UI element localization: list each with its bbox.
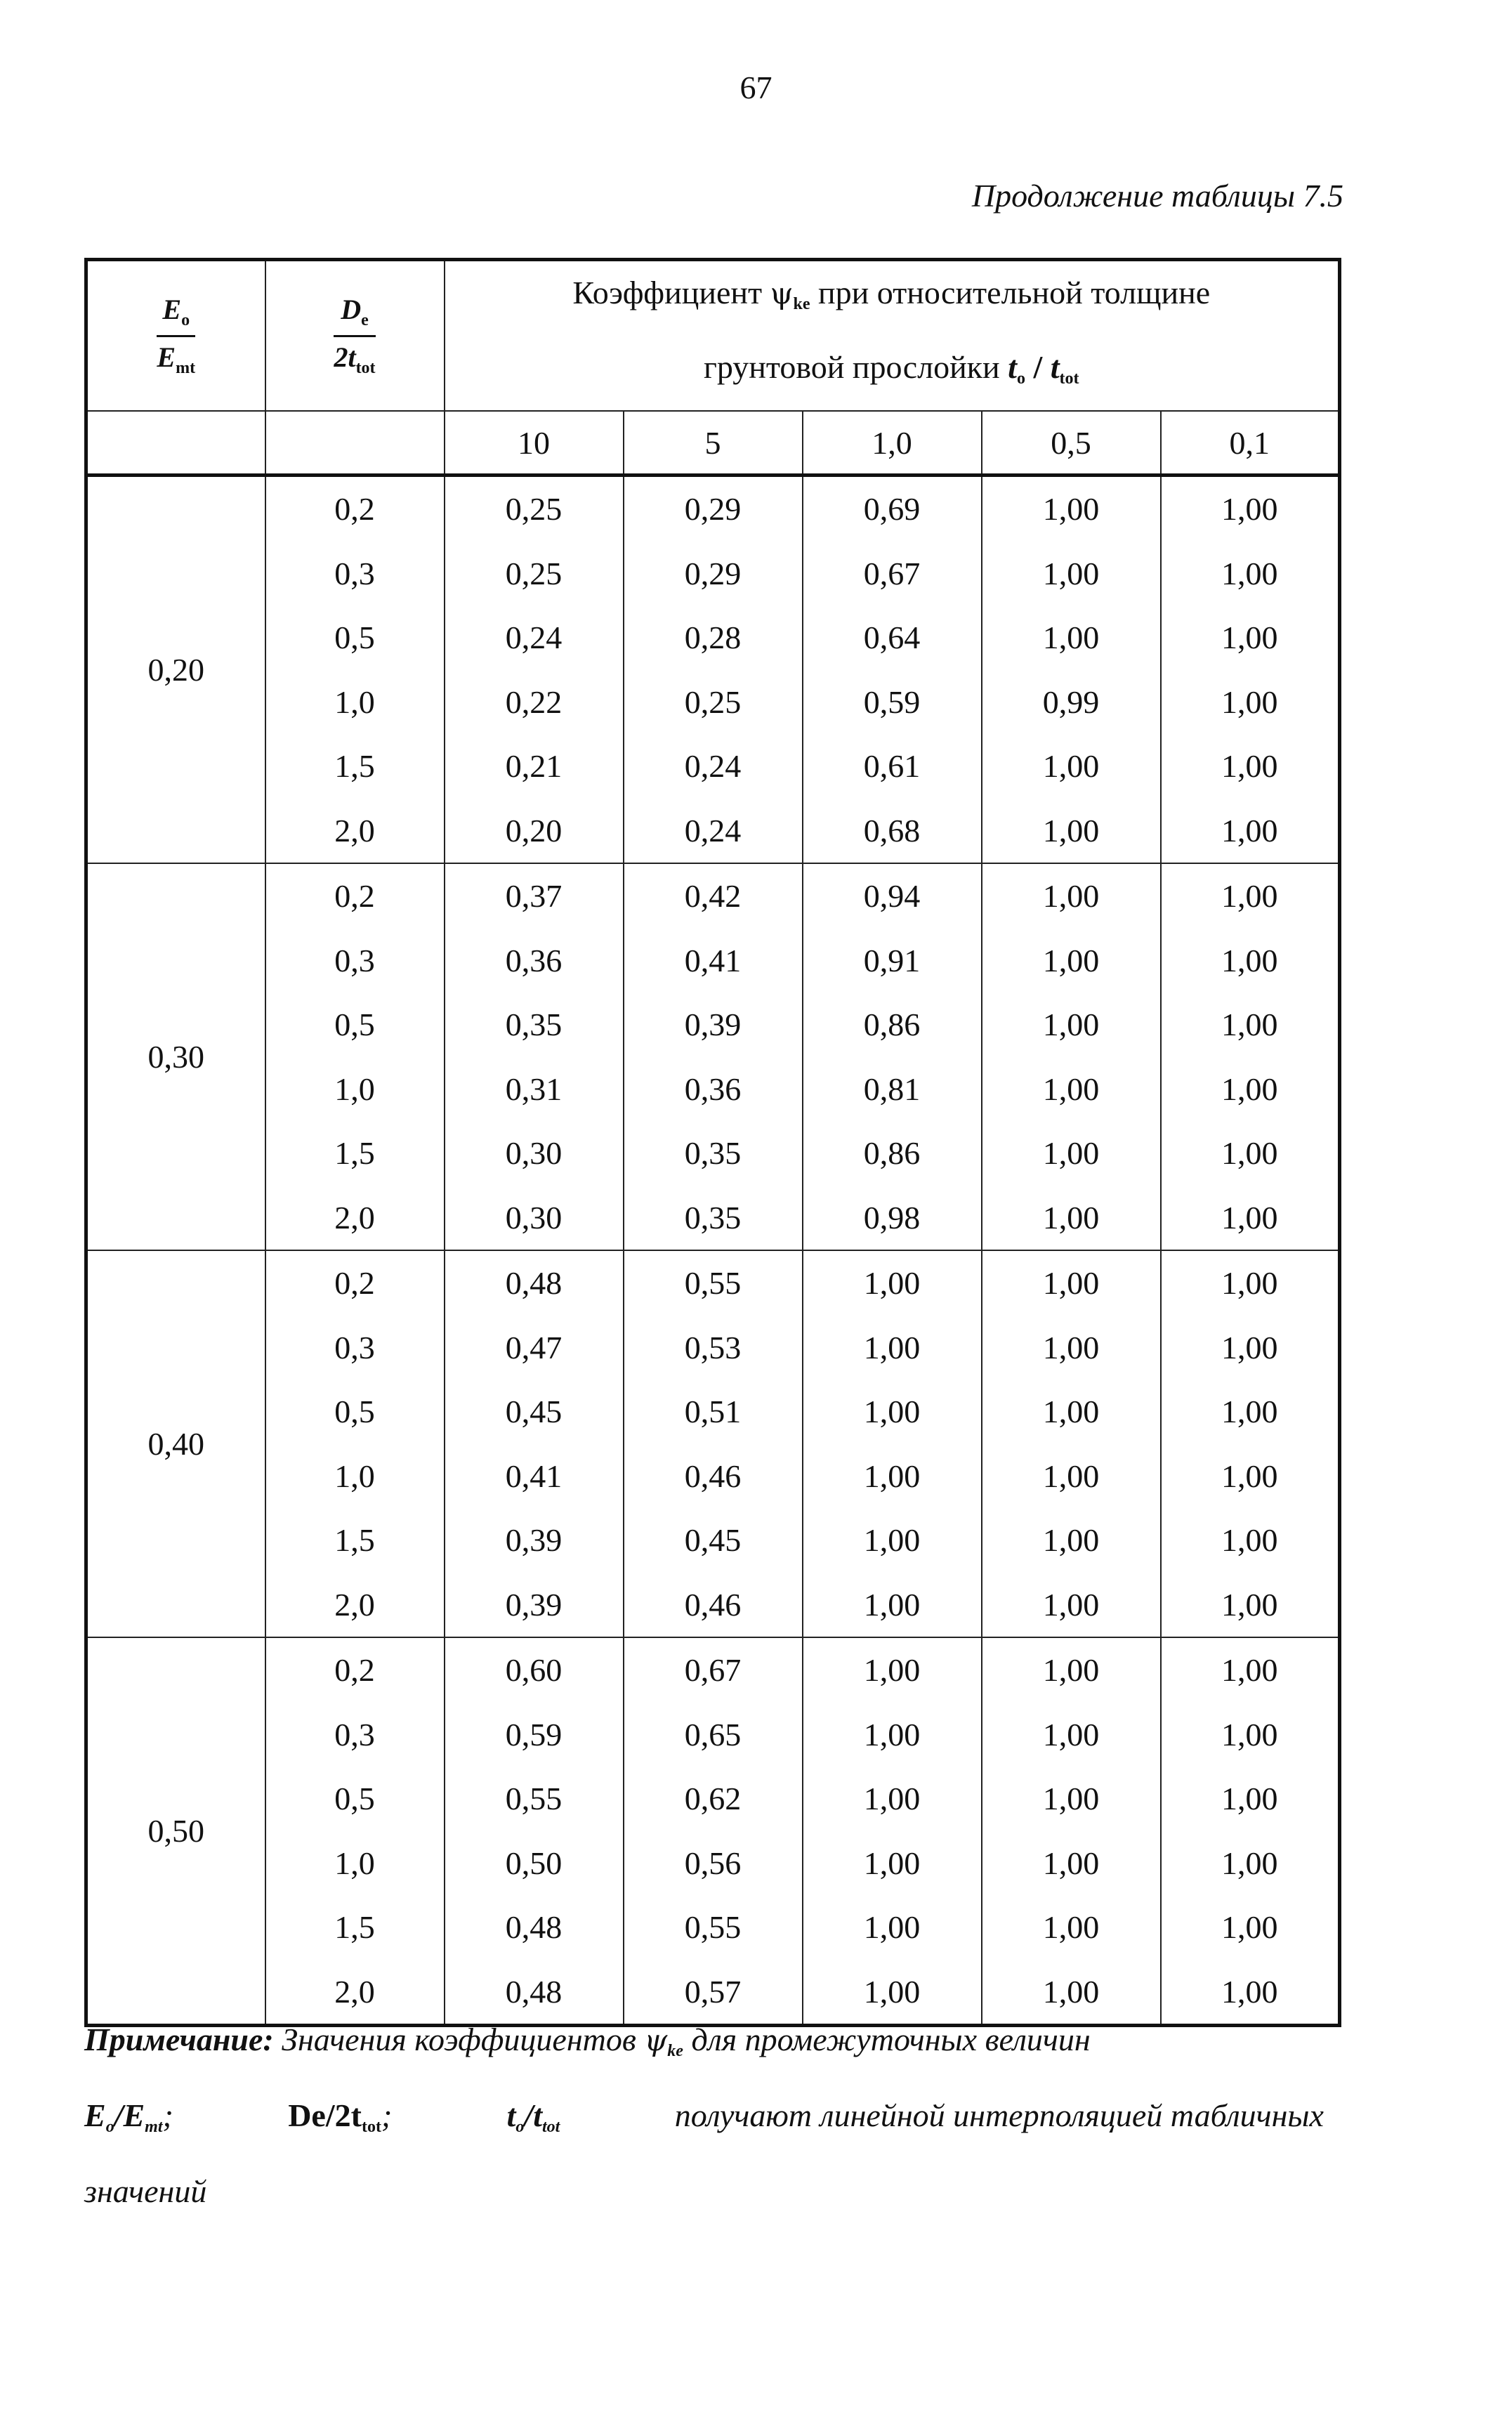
coefficient-cell: 0,25 xyxy=(445,542,624,606)
header-e-ratio: $\frac{E_o}{E_{mt}}$ xyxy=(86,260,265,412)
note-text-3: получают линейной интерполяцией табличных xyxy=(674,2097,1324,2133)
coefficient-cell: 1,00 xyxy=(1161,863,1340,929)
coefficient-cell: 0,51 xyxy=(624,1380,803,1444)
e-ratio-cell: 0,50 xyxy=(86,1637,265,2026)
coefficient-cell: 1,00 xyxy=(982,799,1161,864)
table-row xyxy=(86,605,1340,670)
table-row xyxy=(86,670,1340,735)
coefficient-cell: 1,00 xyxy=(803,1573,982,1638)
coefficient-cell: 1,00 xyxy=(1161,1895,1340,1960)
coefficient-cell: 1,00 xyxy=(1161,1380,1340,1444)
table-row xyxy=(86,929,1340,993)
table-row xyxy=(86,1380,1340,1444)
note-line-1 xyxy=(84,2007,1324,2083)
coefficient-cell: 0,62 xyxy=(624,1767,803,1831)
header-blank-1 xyxy=(86,411,265,476)
table-row xyxy=(86,993,1340,1057)
coefficient-cell: 0,46 xyxy=(624,1573,803,1638)
coefficient-cell: 0,59 xyxy=(803,670,982,735)
d-ratio-cell: 0,5 xyxy=(265,1767,445,1831)
coefficient-cell: 1,00 xyxy=(1161,542,1340,606)
table-row xyxy=(86,863,1340,929)
coefficient-cell: 1,00 xyxy=(1161,1508,1340,1573)
coefficient-cell: 0,29 xyxy=(624,542,803,606)
d-ratio-cell: 2,0 xyxy=(265,1186,445,1251)
d-ratio-cell: 0,5 xyxy=(265,605,445,670)
coefficient-cell: 1,00 xyxy=(1161,670,1340,735)
note-symbol: ψ xyxy=(644,2023,668,2057)
note-symbol-sub: ke xyxy=(667,2042,683,2060)
coefficient-cell: 0,28 xyxy=(624,605,803,670)
coefficient-cell: 1,00 xyxy=(803,1250,982,1316)
coefficient-cell: 1,00 xyxy=(803,1767,982,1831)
coefficient-cell: 1,00 xyxy=(982,605,1161,670)
coefficient-cell: 1,00 xyxy=(1161,1316,1340,1380)
subcolumn-header: 0,1 xyxy=(1161,411,1340,476)
coefficient-cell: 0,67 xyxy=(624,1637,803,1703)
coefficient-cell: 1,00 xyxy=(803,1960,982,2026)
d-ratio-cell: 2,0 xyxy=(265,799,445,864)
coefficient-cell: 1,00 xyxy=(1161,929,1340,993)
coefficient-cell: 1,00 xyxy=(982,1316,1161,1380)
d-ratio-cell: 0,2 xyxy=(265,863,445,929)
e-ratio-cell: 0,40 xyxy=(86,1250,265,1637)
d-ratio-cell: 0,3 xyxy=(265,1703,445,1767)
coefficient-cell: 0,22 xyxy=(445,670,624,735)
header-coefficient-title: Коэффициент $\psi_{ke}$ при относительной толщине грунтовой прослойки $t_o / t_{tot}$ xyxy=(445,260,1340,412)
coefficient-cell: 0,47 xyxy=(445,1316,624,1380)
coefficient-cell: 0,55 xyxy=(624,1895,803,1960)
coefficient-cell: 0,60 xyxy=(445,1637,624,1703)
coefficient-cell: 0,56 xyxy=(624,1831,803,1896)
coefficient-cell: 1,00 xyxy=(1161,1831,1340,1896)
coefficient-cell: 0,48 xyxy=(445,1960,624,2026)
coefficient-cell: 1,00 xyxy=(1161,476,1340,542)
note-text-2: для промежуточных величин xyxy=(691,2022,1091,2057)
coefficient-cell: 0,64 xyxy=(803,605,982,670)
table-row xyxy=(86,1831,1340,1896)
coefficient-cell: 1,00 xyxy=(982,1767,1161,1831)
coefficient-cell: 1,00 xyxy=(982,1895,1161,1960)
coefficient-cell: 0,21 xyxy=(445,734,624,799)
coefficient-cell: 1,00 xyxy=(982,1508,1161,1573)
coefficient-cell: 0,98 xyxy=(803,1186,982,1251)
note-line-2 xyxy=(84,2083,1324,2159)
coefficient-cell: 1,00 xyxy=(982,1057,1161,1122)
coefficient-cell: 0,39 xyxy=(624,993,803,1057)
coefficient-cell: 0,35 xyxy=(624,1121,803,1186)
coefficient-cell: 1,00 xyxy=(982,863,1161,929)
coefficient-cell: 1,00 xyxy=(803,1508,982,1573)
coefficient-cell: 1,00 xyxy=(982,1380,1161,1444)
d-ratio-cell: 1,0 xyxy=(265,1444,445,1509)
table-row xyxy=(86,1121,1340,1186)
coefficient-cell: 1,00 xyxy=(803,1703,982,1767)
coefficient-cell: 0,99 xyxy=(982,670,1161,735)
coefficient-cell: 0,45 xyxy=(624,1508,803,1573)
table-row xyxy=(86,1444,1340,1509)
d-ratio-cell: 0,3 xyxy=(265,1316,445,1380)
table-row xyxy=(86,1703,1340,1767)
d-ratio-cell: 0,3 xyxy=(265,542,445,606)
d-ratio-cell: 1,0 xyxy=(265,670,445,735)
coefficient-cell: 1,00 xyxy=(1161,993,1340,1057)
coefficient-cell: 1,00 xyxy=(1161,1637,1340,1703)
coefficient-cell: 0,39 xyxy=(445,1573,624,1638)
note-ratio-3: $t_o/t_{tot}$ xyxy=(506,2097,560,2136)
coefficient-cell: 1,00 xyxy=(1161,799,1340,864)
coefficient-cell: 0,86 xyxy=(803,993,982,1057)
coefficient-cell: 1,00 xyxy=(803,1316,982,1380)
coefficient-cell: 0,30 xyxy=(445,1186,624,1251)
table-note xyxy=(84,2007,1324,2224)
coefficient-cell: 1,00 xyxy=(1161,605,1340,670)
coefficient-cell: 1,00 xyxy=(1161,734,1340,799)
coefficient-cell: 1,00 xyxy=(803,1831,982,1896)
table-row xyxy=(86,734,1340,799)
coefficient-cell: 1,00 xyxy=(1161,1573,1340,1638)
d-ratio-cell: 2,0 xyxy=(265,1960,445,2026)
coefficient-cell: 0,68 xyxy=(803,799,982,864)
d-ratio-cell: 0,5 xyxy=(265,993,445,1057)
coefficient-cell: 1,00 xyxy=(982,1250,1161,1316)
coefficient-cell: 0,50 xyxy=(445,1831,624,1896)
coefficient-cell: 0,46 xyxy=(624,1444,803,1509)
table-row xyxy=(86,1637,1340,1703)
d-ratio-cell: 0,2 xyxy=(265,476,445,542)
coefficient-cell: 1,00 xyxy=(982,1831,1161,1896)
coefficient-cell: 1,00 xyxy=(982,734,1161,799)
coefficient-cell: 0,24 xyxy=(445,605,624,670)
coefficient-cell: 0,91 xyxy=(803,929,982,993)
coefficient-cell: 0,55 xyxy=(624,1250,803,1316)
coefficient-cell: 1,00 xyxy=(982,1703,1161,1767)
coefficient-cell: 0,53 xyxy=(624,1316,803,1380)
table-caption: Продолжение таблицы 7.5 xyxy=(971,178,1343,214)
table-row xyxy=(86,1508,1340,1573)
table-row xyxy=(86,1573,1340,1638)
subcolumn-header: 0,5 xyxy=(982,411,1161,476)
d-ratio-cell: 1,0 xyxy=(265,1057,445,1122)
coefficient-cell: 0,94 xyxy=(803,863,982,929)
table-row xyxy=(86,542,1340,606)
coefficient-cell: 1,00 xyxy=(803,1637,982,1703)
coefficient-cell: 1,00 xyxy=(982,542,1161,606)
coefficient-cell: 0,39 xyxy=(445,1508,624,1573)
coefficient-cell: 1,00 xyxy=(1161,1057,1340,1122)
note-label: Примечание: xyxy=(84,2022,274,2057)
subcolumn-header: 5 xyxy=(624,411,803,476)
coefficient-cell: 0,35 xyxy=(624,1186,803,1251)
coefficient-cell: 1,00 xyxy=(1161,1767,1340,1831)
coefficient-cell: 0,65 xyxy=(624,1703,803,1767)
d-ratio-cell: 0,3 xyxy=(265,929,445,993)
coefficient-cell: 0,67 xyxy=(803,542,982,606)
subcolumn-header: 10 xyxy=(445,411,624,476)
header-d-ratio: $\frac{D_e}{2t_{tot}}$ xyxy=(265,260,445,412)
d-ratio-cell: 0,2 xyxy=(265,1637,445,1703)
coefficient-cell: 1,00 xyxy=(803,1380,982,1444)
e-ratio-cell: 0,30 xyxy=(86,863,265,1250)
coefficient-cell: 0,24 xyxy=(624,799,803,864)
table-row xyxy=(86,1767,1340,1831)
coefficient-cell: 0,48 xyxy=(445,1250,624,1316)
coefficient-cell: 0,37 xyxy=(445,863,624,929)
coefficient-cell: 0,45 xyxy=(445,1380,624,1444)
coefficient-cell: 1,00 xyxy=(803,1444,982,1509)
coefficient-cell: 1,00 xyxy=(1161,1250,1340,1316)
coefficient-cell: 0,86 xyxy=(803,1121,982,1186)
coefficient-cell: 0,35 xyxy=(445,993,624,1057)
coefficient-cell: 1,00 xyxy=(1161,1186,1340,1251)
coefficient-cell: 0,29 xyxy=(624,476,803,542)
header-row-subcolumns xyxy=(86,411,1340,476)
coefficient-cell: 1,00 xyxy=(982,1121,1161,1186)
coefficient-cell: 0,69 xyxy=(803,476,982,542)
coefficient-cell: 1,00 xyxy=(982,1444,1161,1509)
coefficient-cell: 1,00 xyxy=(1161,1444,1340,1509)
coefficient-cell: 1,00 xyxy=(982,1637,1161,1703)
coefficient-cell: 1,00 xyxy=(982,1573,1161,1638)
note-line-3: значений xyxy=(84,2173,207,2209)
d-ratio-cell: 1,5 xyxy=(265,1121,445,1186)
note-ratio-2: $De/2t_{tot}$; xyxy=(288,2097,393,2136)
header-row-main xyxy=(86,260,1340,412)
d-ratio-cell: 0,2 xyxy=(265,1250,445,1316)
coefficient-cell: 0,59 xyxy=(445,1703,624,1767)
subcolumn-header: 1,0 xyxy=(803,411,982,476)
d-ratio-cell: 1,0 xyxy=(265,1831,445,1896)
coefficient-cell: 0,57 xyxy=(624,1960,803,2026)
table-row xyxy=(86,1895,1340,1960)
coefficient-cell: 0,55 xyxy=(445,1767,624,1831)
d-ratio-cell: 1,5 xyxy=(265,1508,445,1573)
coefficient-cell: 0,36 xyxy=(624,1057,803,1122)
coefficient-cell: 1,00 xyxy=(1161,1121,1340,1186)
d-ratio-cell: 2,0 xyxy=(265,1573,445,1638)
table-row xyxy=(86,476,1340,542)
table-row xyxy=(86,1057,1340,1122)
coefficient-cell: 0,81 xyxy=(803,1057,982,1122)
coefficient-cell: 1,00 xyxy=(1161,1703,1340,1767)
coefficient-cell: 1,00 xyxy=(982,929,1161,993)
table-row xyxy=(86,799,1340,864)
e-ratio-cell: 0,20 xyxy=(86,476,265,864)
coefficient-cell: 0,36 xyxy=(445,929,624,993)
table-row xyxy=(86,1186,1340,1251)
coefficient-cell: 1,00 xyxy=(982,1960,1161,2026)
coefficient-cell: 0,24 xyxy=(624,734,803,799)
note-text-1: Значения коэффициентов xyxy=(282,2022,636,2057)
d-ratio-cell: 1,5 xyxy=(265,1895,445,1960)
d-ratio-cell: 1,5 xyxy=(265,734,445,799)
coefficient-cell: 1,00 xyxy=(982,993,1161,1057)
coefficient-cell: 0,25 xyxy=(624,670,803,735)
coefficient-cell: 1,00 xyxy=(982,1186,1161,1251)
coefficient-cell: 1,00 xyxy=(803,1895,982,1960)
coefficient-cell: 0,61 xyxy=(803,734,982,799)
coefficient-cell: 0,31 xyxy=(445,1057,624,1122)
page-number: 67 xyxy=(739,70,773,105)
coefficient-cell: 0,48 xyxy=(445,1895,624,1960)
note-ratio-1: $E_o/E_{mt}$; xyxy=(84,2097,173,2136)
coefficient-cell: 1,00 xyxy=(1161,1960,1340,2026)
coefficient-cell: 0,25 xyxy=(445,476,624,542)
header-blank-2 xyxy=(265,411,445,476)
coefficient-cell: 0,41 xyxy=(624,929,803,993)
table-row xyxy=(86,1316,1340,1380)
coefficient-cell: 0,20 xyxy=(445,799,624,864)
coefficient-cell: 0,42 xyxy=(624,863,803,929)
d-ratio-cell: 0,5 xyxy=(265,1380,445,1444)
table-row xyxy=(86,1250,1340,1316)
coefficient-cell: 0,30 xyxy=(445,1121,624,1186)
coefficient-cell: 1,00 xyxy=(982,476,1161,542)
coefficient-cell: 0,41 xyxy=(445,1444,624,1509)
coefficient-table xyxy=(84,258,1341,2027)
